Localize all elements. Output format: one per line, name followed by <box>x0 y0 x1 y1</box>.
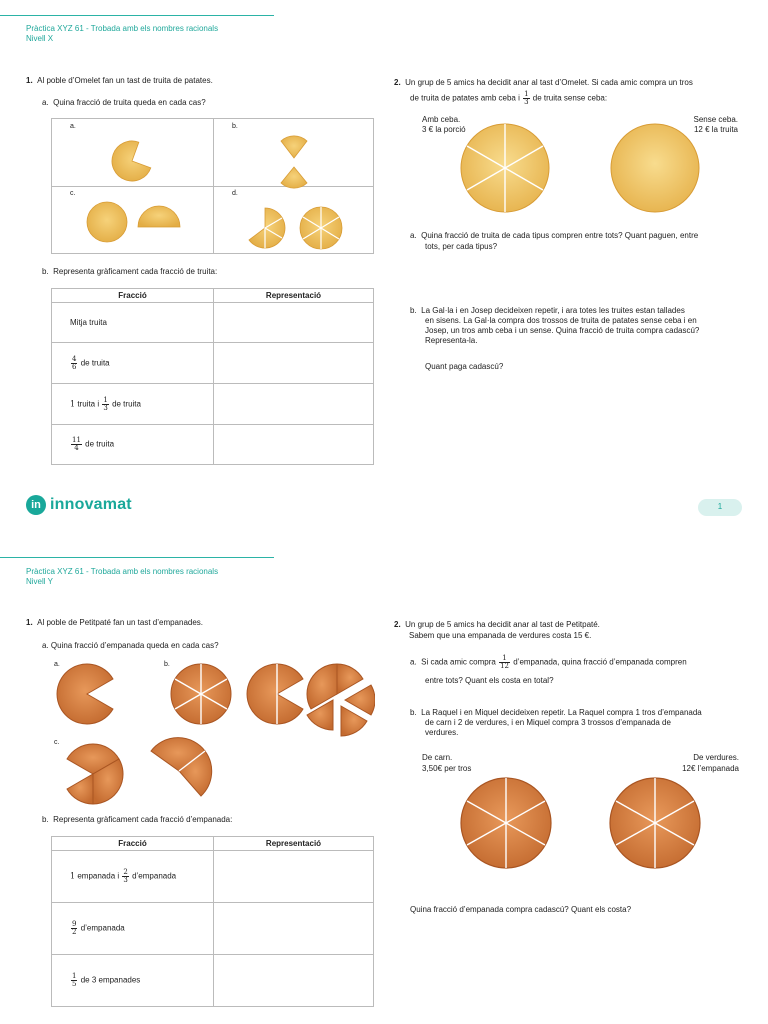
empanada-illustrations <box>55 656 375 806</box>
cell-label: a. <box>54 661 60 668</box>
page-number: 1 <box>698 499 742 516</box>
tortilla-half <box>138 206 180 227</box>
empanada-partial <box>337 664 363 694</box>
empanada-prices-illustration <box>460 776 710 872</box>
question-2b-price: Quant paga cadascú? <box>425 362 504 371</box>
question-number: 1. <box>26 76 33 85</box>
tortilla-prices-illustration <box>455 120 755 220</box>
representation-cell[interactable] <box>214 903 374 955</box>
caption-sense-ceba: Sense ceba. 12 € la truita <box>693 115 738 134</box>
header-rule <box>0 557 274 558</box>
level-label: Nivell Y <box>26 577 53 586</box>
tortilla-partial <box>249 208 285 248</box>
question-number: 2. <box>394 78 401 87</box>
empanada-five-sixths <box>57 664 113 724</box>
cell-label: b. <box>232 123 238 130</box>
question-2 <box>394 77 744 88</box>
representation-cell[interactable] <box>214 303 374 343</box>
representation-cell[interactable] <box>214 955 374 1007</box>
fraction-cell: 1 empanada i $\frac{2}{3}$ d’empanada <box>52 851 214 903</box>
question-2a: a. Si cada amic compra $\frac{1}{12}$ d’empanada, quina fracció d’empanada compren <box>410 654 687 670</box>
tortilla-illustrations <box>52 119 373 253</box>
question-2b: b. La Gal·la i en Josep decideixen repetir, i ara totes les truites estan tallades en sisens. La Gal·la compra dos trossos de truita de patates sense ceba i en Josep, un tros amb ceba i un sense. Quina fracció de truita compra cadascú? Representa-la. <box>410 306 700 345</box>
question-number: 1. <box>26 618 33 627</box>
part-text: Representa gràficament cada fracció de truita: <box>53 267 218 276</box>
question-text: Al poble de Petitpaté fan un tast d’empanades. <box>37 618 204 627</box>
column-header: Representació <box>214 289 374 303</box>
tortilla-slice <box>281 167 307 188</box>
tortilla-sense-ceba <box>611 124 699 212</box>
cell-label: d. <box>232 190 238 197</box>
caption-de-carn: De carn. 3,50€ per tros <box>422 753 472 773</box>
column-header: Representació <box>214 837 374 851</box>
logo-mark: in <box>26 495 46 515</box>
question-2a-line2: entre tots? Quant els costa en total? <box>425 676 554 685</box>
question-1a <box>42 97 206 108</box>
empanada-half <box>67 774 93 804</box>
fraction-cell: $\frac{9}{2}$ d’empanada <box>52 903 214 955</box>
cell-label: b. <box>164 661 170 668</box>
question-number: 2. <box>394 620 401 629</box>
question-1 <box>26 75 213 86</box>
question-2: 2. Un grup de 5 amics ha decidit anar al tast de Petitpaté. Sabem que una empanada de verdures costa 15 €. <box>394 620 600 640</box>
page-title: Pràctica XYZ 61 - Trobada amb els nombres racionals <box>26 24 219 33</box>
cell-label: c. <box>70 190 76 197</box>
fraction-table <box>51 288 374 465</box>
tortilla-three-quarter <box>106 135 157 186</box>
caption-de-verdures: De verdures. 12€ l’empanada <box>682 753 739 773</box>
caption-amb-ceba: Amb ceba. 3 € la porció <box>422 115 466 134</box>
question-text: Al poble d’Omelet fan un tast de truita de patates. <box>37 76 213 85</box>
empanada-two-thirds <box>247 664 303 724</box>
question-1b: b. Representa gràficament cada fracció d’empanada: <box>42 815 233 824</box>
question-2a: a. Quina fracció de truita de cada tipus compren entre tots? Quant paguen, entre tots, per cada tipus? <box>410 231 699 251</box>
innovamat-logo <box>26 495 132 515</box>
logo-text: innovamat <box>50 496 132 513</box>
fraction-cell: 1 truita i $\frac{1}{3}$ de truita <box>52 384 214 425</box>
question-2-line2: de truita de patates amb ceba i $\frac{1}{3}$ de truita sense ceba: <box>410 90 608 106</box>
question-1a: a. Quina fracció d’empanada queda en cada cas? <box>42 641 219 650</box>
cell-label: c. <box>54 739 60 746</box>
tortilla-slice <box>281 136 307 158</box>
part-text: Quina fracció de truita queda en cada cas? <box>53 98 206 107</box>
page-title: Pràctica XYZ 61 - Trobada amb els nombres racionals <box>26 567 219 576</box>
fraction-cell: $\frac{4}{6}$ de truita <box>52 343 214 384</box>
cell-label: a. <box>70 123 76 130</box>
representation-cell[interactable] <box>214 425 374 465</box>
fraction-cell: $\frac{1}{5}$ de 3 empanades <box>52 955 214 1007</box>
fraction-cell: $\frac{11}{4}$ de truita <box>52 425 214 465</box>
tortilla-whole <box>87 202 127 242</box>
part-label: b. <box>42 267 49 276</box>
header-rule <box>0 15 274 16</box>
column-header: Fracció <box>52 837 214 851</box>
question-2-final: Quina fracció d’empanada compra cadascú? Quant els costa? <box>410 905 632 914</box>
question-2b: b. La Raquel i en Miquel decideixen repetir. La Raquel compra 1 tros d’empanada de carn i 2 de verdures, i en Miquel compra 3 trossos d’empanada de verdures. <box>410 708 702 737</box>
question-1 <box>26 617 203 628</box>
representation-cell[interactable] <box>214 851 374 903</box>
column-header: Fracció <box>52 289 214 303</box>
level-label: Nivell X <box>26 34 54 43</box>
representation-cell[interactable] <box>214 343 374 384</box>
question-text: Un grup de 5 amics ha decidit anar al tast d’Omelet. Si cada amic compra un tros <box>405 78 693 87</box>
tortilla-grid <box>51 118 374 254</box>
fraction-cell: Mitja truita <box>52 303 214 343</box>
question-text: Un grup de 5 amics ha decidit anar al tast de Petitpaté. <box>405 620 600 629</box>
representation-cell[interactable] <box>214 384 374 425</box>
question-1b <box>42 266 217 277</box>
part-label: a. <box>42 98 49 107</box>
fraction-table <box>51 836 374 1007</box>
